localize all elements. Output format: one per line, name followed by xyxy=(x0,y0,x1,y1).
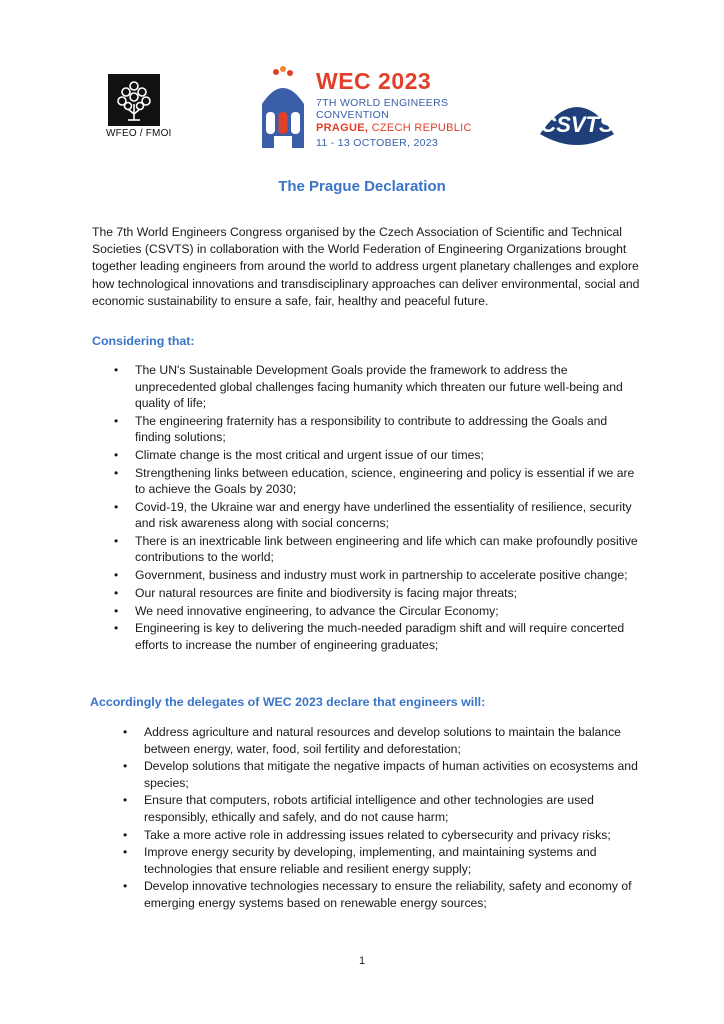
wec-line-2: CONVENTION xyxy=(316,109,390,121)
bullet: • xyxy=(114,363,119,377)
wec-city: PRAGUE, xyxy=(316,122,369,134)
bullet: • xyxy=(123,759,128,774)
wec-title: WEC 2023 xyxy=(316,68,432,94)
list-item-text: Climate change is the most critical and urgent issue of our times; xyxy=(135,447,484,462)
bullet: • xyxy=(114,568,119,583)
list-item-text: The engineering fraternity has a responsibility to contribute to addressing the Goals and finding solutions; xyxy=(135,413,608,445)
declare-heading: Accordingly the delegates of WEC 2023 declare that engineers will: xyxy=(90,695,486,709)
csvts-logo-text: ČSVTS xyxy=(540,112,614,137)
bullet: • xyxy=(114,603,119,618)
bullet: • xyxy=(123,879,128,894)
list-item-text: Ensure that computers, robots artificial intelligence and other technologies are used responsibly, ethically and safely, and do not cause harm; xyxy=(144,793,594,824)
list-item-text: Develop solutions that mitigate the negative impacts of human activities on ecosystems and species; xyxy=(144,759,638,790)
list-item xyxy=(114,362,645,412)
page-number: 1 xyxy=(358,955,366,967)
list-item-text: There is an inextricable link between engineering and life which can make profoundly positive contributions to the world; xyxy=(135,533,638,565)
list-item-text: Strengthening links between education, science, engineering and policy is essential if we are to achieve the Goals by 2030; xyxy=(135,465,635,497)
wec-location xyxy=(316,122,472,134)
list-item xyxy=(114,447,645,464)
list-item xyxy=(114,533,645,566)
considering-heading: Considering that: xyxy=(92,334,195,348)
list-item-text: Address agriculture and natural resources and develop solutions to maintain the balance between energy, water, food, soil fertility and deforestation; xyxy=(144,725,621,756)
wfeo-logo xyxy=(106,74,172,139)
wfeo-caption: WFEO / FMOI xyxy=(106,128,172,139)
declare-list xyxy=(123,724,644,913)
wec-line-1: 7TH WORLD ENGINEERS xyxy=(316,97,449,109)
list-item xyxy=(114,620,645,653)
list-item xyxy=(114,567,645,584)
list-item-text: We need innovative engineering, to advance the Circular Economy; xyxy=(135,603,499,618)
list-item-text: Take a more active role in addressing issues related to cybersecurity and privacy risks; xyxy=(144,827,611,842)
bullet: • xyxy=(123,793,128,808)
list-item-text: The UN's Sustainable Development Goals provide the framework to address the unprecedented global challenges facing humanity which threaten our future well-being and quality of life; xyxy=(135,363,623,410)
csvts-logo xyxy=(534,86,620,152)
bullet: • xyxy=(114,447,119,462)
list-item xyxy=(123,827,644,844)
list-item xyxy=(123,758,644,791)
church-icon xyxy=(252,64,314,156)
wec-country: CZECH REPUBLIC xyxy=(371,122,472,134)
bullet: • xyxy=(114,621,119,636)
list-item xyxy=(114,413,645,446)
bullet: • xyxy=(114,465,119,480)
list-item-text: Government, business and industry must work in partnership to accelerate positive change; xyxy=(135,568,628,583)
bullet: • xyxy=(114,413,119,428)
bullet: • xyxy=(114,533,119,548)
list-item xyxy=(114,465,645,498)
list-item xyxy=(123,792,644,825)
tree-icon xyxy=(108,74,160,126)
list-item xyxy=(114,499,645,532)
intro-paragraph: The 7th World Engineers Congress organised by the Czech Association of Scientific and Technical Societies (CSVTS) in collaboration with the World Federation of Engineering Organizations brought together leading engineers from around the world to address urgent planetary challenges and explore how technological innovations and transdisciplinary approaches can deliver environmental, social and economic sustainability to ensure a safe, fair, healthy and peaceful future. xyxy=(92,225,640,308)
list-item xyxy=(114,603,645,620)
list-item-text: Engineering is key to delivering the much-needed paradigm shift and will require concerted efforts to increase the number of engineering graduates; xyxy=(135,621,625,652)
wec-logo xyxy=(252,64,472,156)
list-item xyxy=(114,585,645,602)
considering-list xyxy=(114,362,645,654)
page-title: The Prague Declaration xyxy=(278,178,446,195)
list-item xyxy=(123,724,644,757)
list-item xyxy=(123,878,644,911)
bullet: • xyxy=(123,845,128,860)
bullet: • xyxy=(114,499,119,514)
wec-dates: 11 - 13 OCTOBER, 2023 xyxy=(316,137,439,149)
list-item-text: Our natural resources are finite and biodiversity is facing major threats; xyxy=(135,585,518,600)
bullet: • xyxy=(123,827,128,842)
list-item xyxy=(123,844,644,877)
bullet: • xyxy=(114,585,119,600)
list-item-text: Covid-19, the Ukraine war and energy have underlined the essentiality of resilience, security and risk awareness along with social concerns; xyxy=(135,499,632,531)
bullet: • xyxy=(123,725,128,739)
list-item-text: Develop innovative technologies necessary to ensure the reliability, safety and economy of emerging energy systems based on renewable energy sources; xyxy=(144,879,632,910)
list-item-text: Improve energy security by developing, implementing, and maintaining systems and technologies that ensure reliable and resilient energy supply; xyxy=(144,845,597,876)
